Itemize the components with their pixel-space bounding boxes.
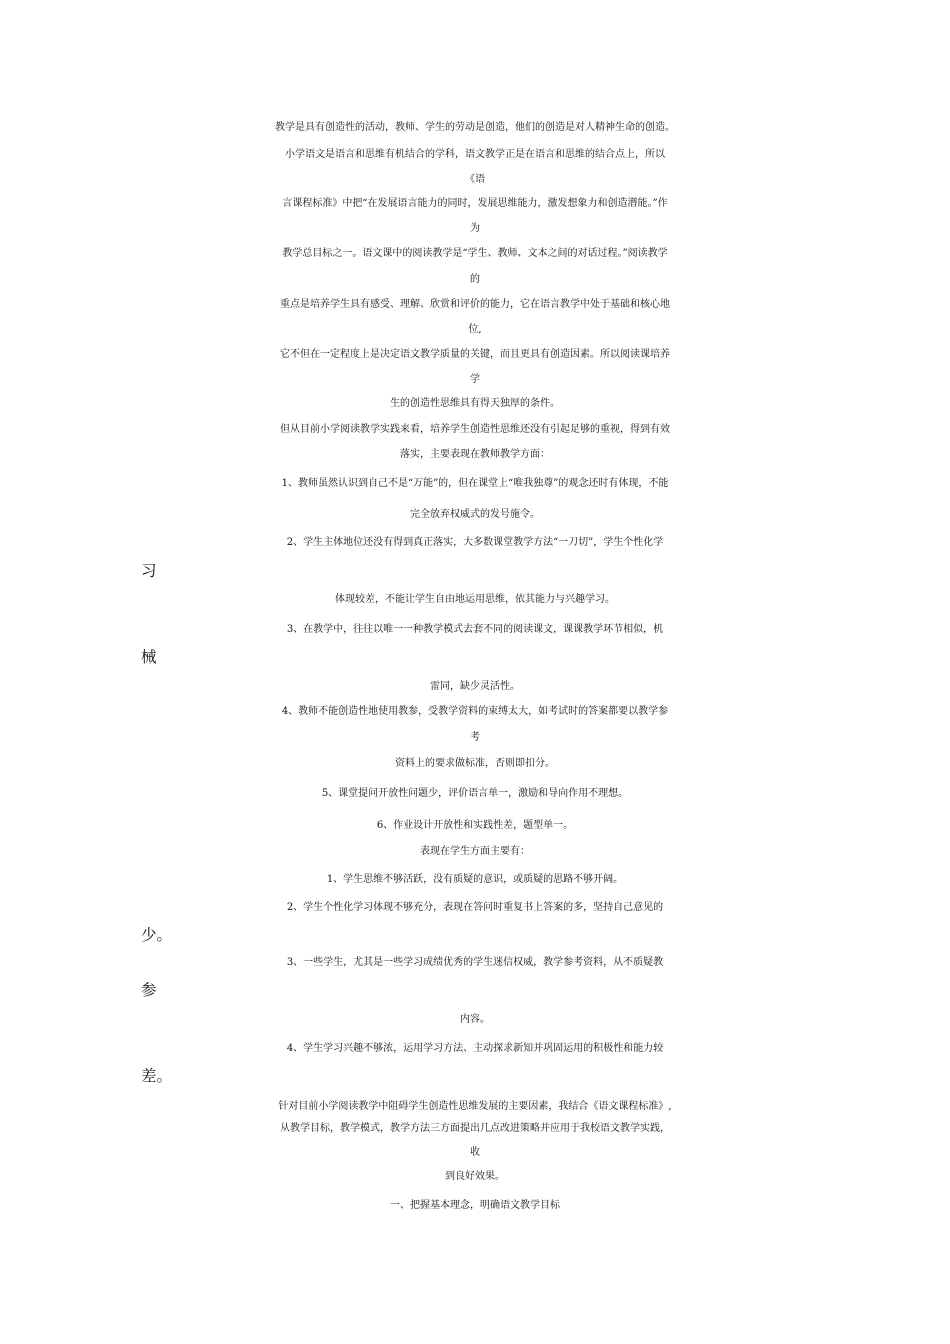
section-heading: 一、把握基本理念，明确语文教学目标 bbox=[390, 1200, 560, 1211]
text-line: 4、教师不能创造性地使用教参，受教学资料的束缚太大，如考试时的答案都要以教学参 bbox=[281, 706, 669, 717]
text-line: 体现较差，不能让学生自由地运用思维，依其能力与兴趣学习。 bbox=[335, 594, 615, 605]
text-line: 为 bbox=[470, 223, 480, 234]
text-line: 3、一些学生，尤其是一些学习成绩优秀的学生迷信权威，教学参考资料，从不质疑教 bbox=[286, 957, 664, 968]
text-line: 习 bbox=[141, 562, 157, 580]
text-line: 资料上的要求做标准，否则即扣分。 bbox=[395, 758, 555, 769]
text-line: 1、教师虽然认识到自己不是“万能”的，但在课堂上“唯我独尊”的观念还时有体现，不能 bbox=[281, 478, 669, 489]
text-line: 学 bbox=[470, 374, 480, 385]
text-line: 参 bbox=[141, 981, 157, 999]
text-line: 落实，主要表现在教师教学方面： bbox=[400, 449, 550, 460]
text-line: 从教学目标，教学模式，教学方法三方面提出几点改进策略并应用于我校语文教学实践， bbox=[280, 1123, 670, 1134]
text-line: 到良好效果。 bbox=[445, 1171, 505, 1182]
text-line: 雷同，缺少灵活性。 bbox=[430, 681, 520, 692]
text-line: 5、课堂提问开放性问题少，评价语言单一，激励和导向作用不理想。 bbox=[321, 788, 629, 799]
text-line: 但从目前小学阅读教学实践来看，培养学生创造性思维还没有引起足够的重视，得到有效 bbox=[280, 424, 670, 435]
text-line: 差。 bbox=[141, 1067, 173, 1085]
text-line: 1、学生思维不够活跃，没有质疑的意识，或质疑的思路不够开阔。 bbox=[326, 874, 624, 885]
text-line: 它不但在一定程度上是决定语文教学质量的关键，而且更具有创造因素。所以阅读课培养 bbox=[280, 349, 670, 360]
text-line: 教学总目标之一。语文课中的阅读教学是“学生、教师、文本之间的对话过程。”阅读教学 bbox=[282, 248, 668, 259]
text-line: 表现在学生方面主要有： bbox=[420, 846, 530, 857]
text-line: 收 bbox=[470, 1147, 480, 1158]
text-line: 的 bbox=[470, 274, 480, 285]
text-line: 3、在教学中，往往以唯一一种教学模式去套不同的阅读课文，课课教学环节相似，机 bbox=[286, 624, 664, 635]
text-line: 针对目前小学阅读教学中阻碍学生创造性思维发展的主要因素，我结合《语文课程标准》, bbox=[278, 1101, 672, 1112]
text-line: 2、学生主体地位还没有得到真正落实，大多数课堂教学方法“一刀切”，学生个性化学 bbox=[286, 537, 664, 548]
text-line: 位, bbox=[468, 324, 482, 335]
text-line: 械 bbox=[141, 648, 157, 666]
text-line: 完全放弃权威式的发号施令。 bbox=[410, 509, 540, 520]
text-line: 生的创造性思维具有得天独厚的条件。 bbox=[390, 398, 560, 409]
text-line: 言课程标准》中把“在发展语言能力的同时，发展思维能力，激发想象力和创造潜能。”作 bbox=[282, 198, 668, 209]
text-line: 4、学生学习兴趣不够浓，运用学习方法、主动探求新知并巩固运用的积极性和能力较 bbox=[286, 1043, 664, 1054]
text-line: 6、作业设计开放性和实践性差，题型单一。 bbox=[376, 820, 574, 831]
text-line: 教学是具有创造性的活动，教师、学生的劳动是创造，他们的创造是对人精神生命的创造。 bbox=[275, 122, 675, 133]
text-line: 少。 bbox=[141, 926, 173, 944]
text-line: 重点是培养学生具有感受、理解、欣赏和评价的能力，它在语言教学中处于基础和核心地 bbox=[280, 299, 670, 310]
text-line: 考 bbox=[470, 732, 480, 743]
text-line: 内容。 bbox=[460, 1014, 490, 1025]
text-line: 《语 bbox=[465, 174, 485, 185]
text-line: 2、学生个性化学习体现不够充分，表现在答问时重复书上答案的多，坚持自己意见的 bbox=[286, 902, 664, 913]
text-line: 小学语文是语言和思维有机结合的学科，语文教学正是在语言和思维的结合点上，所以 bbox=[285, 149, 665, 160]
